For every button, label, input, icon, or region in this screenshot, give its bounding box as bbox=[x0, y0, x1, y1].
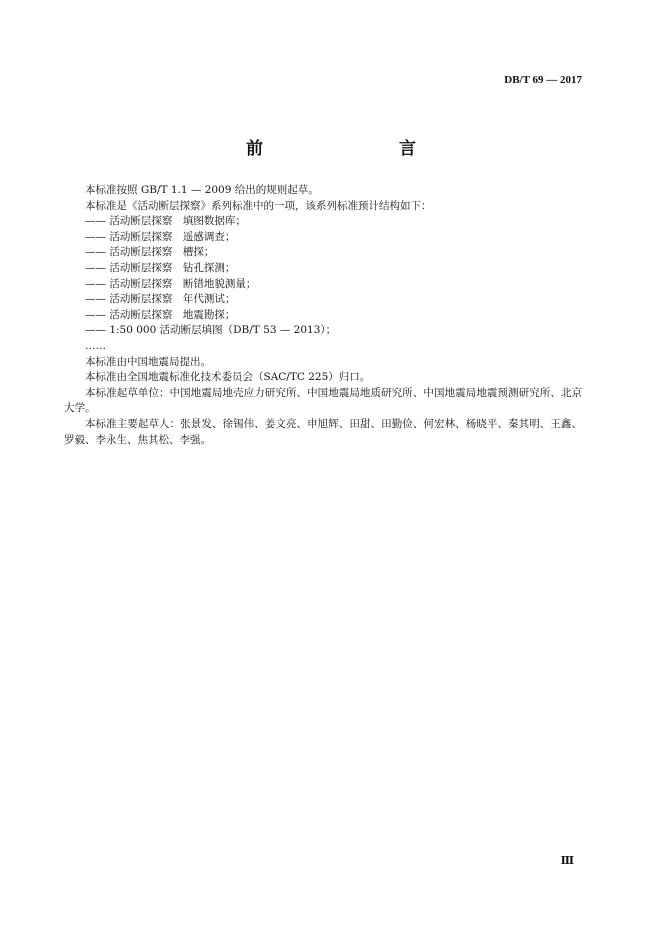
paragraph-drafting-rule: 本标准按照 GB/T 1.1 — 2009 给出的规则起草。 bbox=[85, 184, 319, 196]
list-item: —— 活动断层探察 填图数据库； bbox=[85, 215, 246, 228]
series-list bbox=[64, 214, 582, 354]
page-title: 前 言 bbox=[246, 139, 450, 159]
page-number: Ⅲ bbox=[560, 855, 574, 867]
list-item: —— 活动断层探察 地震勘探； bbox=[85, 308, 236, 321]
list-ellipsis: …… bbox=[85, 339, 106, 352]
list-item: —— 活动断层探察 钻孔探测； bbox=[85, 261, 236, 274]
body-text bbox=[64, 183, 582, 448]
list-item: —— 活动断层探察 断错地貌测量； bbox=[85, 277, 257, 290]
paragraph-series-intro: 本标准是《活动断层探察》系列标准中的一项，该系列标准预计结构如下： bbox=[85, 199, 432, 212]
paragraph-drafting-units: 本标准起草单位：中国地震局地壳应力研究所、中国地震局地质研究所、中国地震局地震预测研究所、北京大学。 bbox=[64, 386, 582, 415]
list-item: —— 活动断层探察 年代测试； bbox=[85, 293, 236, 306]
paragraph-drafters: 本标准主要起草人：张景发、徐锡伟、姜文亮、申旭辉、田甜、田勤俭、何宏林、杨晓平、秦其明、王鑫、罗毅、李永生、焦其松、李强。 bbox=[64, 417, 582, 446]
paragraph-proposer: 本标准由中国地震局提出。 bbox=[85, 355, 211, 368]
list-item: —— 1:50 000 活动断层填图（DB/T 53 — 2013）； bbox=[85, 324, 337, 337]
list-item: —— 活动断层探察 槽探； bbox=[85, 246, 215, 259]
standard-code: DB/T 69 — 2017 bbox=[504, 74, 582, 86]
list-item: —— 活动断层探察 遥感调查； bbox=[85, 230, 236, 243]
paragraph-committee: 本标准由全国地震标准化技术委员会（SAC/TC 225）归口。 bbox=[85, 371, 371, 384]
